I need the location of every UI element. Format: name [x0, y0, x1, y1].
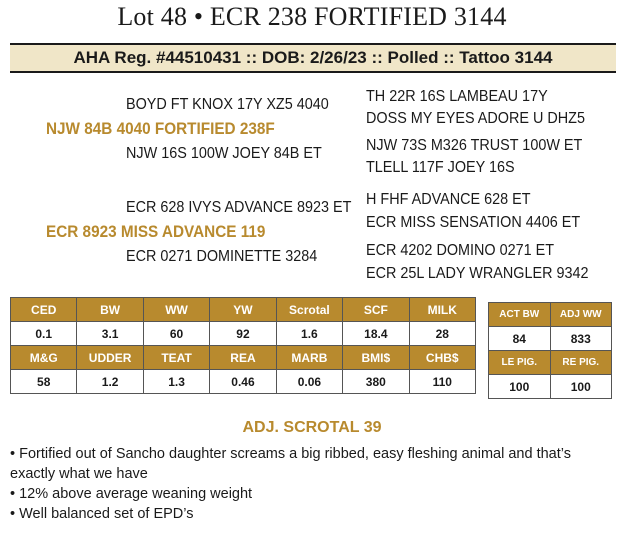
pedigree-sire: NJW 84B 4040 FORTIFIED 238F [46, 119, 275, 138]
description-bullet: • Fortified out of Sancho daughter screams a big ribbed, easy fleshing animal and that’s exactly what we have [10, 446, 571, 482]
epd-value: 0.46 [210, 370, 276, 394]
registration-bar: AHA Reg. #44510431 :: DOB: 2/26/23 :: Polled :: Tattoo 3144 [10, 43, 616, 73]
lot-title: Lot 48 • ECR 238 FORTIFIED 3144 [117, 2, 507, 31]
actuals-header: RE PIG. [550, 351, 612, 375]
epd-header: Scrotal [276, 298, 342, 322]
pedigree-dss: H FHF ADVANCE 628 ET [366, 191, 531, 208]
epd-header-row-2 [11, 346, 476, 370]
pedigree-dam-sire: ECR 628 IVYS ADVANCE 8923 ET [126, 199, 352, 216]
pedigree-sds: NJW 73S M326 TRUST 100W ET [366, 137, 583, 154]
actuals-value: 833 [550, 327, 612, 351]
epd-value: 3.1 [77, 322, 143, 346]
epd-header: CHB$ [409, 346, 475, 370]
epd-header: REA [210, 346, 276, 370]
actuals-header: ACT BW [489, 303, 551, 327]
epd-header: BW [77, 298, 143, 322]
actuals-table [488, 302, 612, 399]
epd-header: TEAT [143, 346, 209, 370]
description-list [10, 444, 610, 524]
pedigree-dds: ECR 4202 DOMINO 0271 ET [366, 242, 555, 259]
epd-value: 380 [343, 370, 409, 394]
actuals-header-row-1 [489, 303, 612, 327]
epd-header: MILK [409, 298, 475, 322]
actuals-value: 100 [550, 375, 612, 399]
actuals-value-row-2 [489, 375, 612, 399]
description-bullet: • Well balanced set of EPD’s [10, 506, 194, 522]
epd-header: MARB [276, 346, 342, 370]
actuals-header-row-2 [489, 351, 612, 375]
actuals-header: ADJ WW [550, 303, 612, 327]
adj-scrotal: ADJ. SCROTAL 39 [242, 419, 382, 436]
pedigree-sire-sire: BOYD FT KNOX 17Y XZ5 4040 [126, 96, 329, 113]
actuals-value: 84 [489, 327, 551, 351]
epd-header-row-1 [11, 298, 476, 322]
pedigree-dsd: ECR MISS SENSATION 4406 ET [366, 214, 581, 231]
epd-value: 1.6 [276, 322, 342, 346]
actuals-value-row-1 [489, 327, 612, 351]
epd-value-row-1 [11, 322, 476, 346]
epd-value-row-2 [11, 370, 476, 394]
epd-header: SCF [343, 298, 409, 322]
epd-value: 60 [143, 322, 209, 346]
epd-header: BMI$ [343, 346, 409, 370]
pedigree-ddd: ECR 25L LADY WRANGLER 9342 [366, 265, 589, 282]
epd-value: 58 [11, 370, 77, 394]
pedigree-sdd: TLELL 117F JOEY 16S [366, 159, 515, 176]
epd-value: 18.4 [343, 322, 409, 346]
epd-table [10, 297, 476, 394]
epd-header: WW [143, 298, 209, 322]
epd-value: 110 [409, 370, 475, 394]
pedigree-dam-dam: ECR 0271 DOMINETTE 3284 [126, 248, 318, 265]
epd-value: 28 [409, 322, 475, 346]
epd-header: M&G [11, 346, 77, 370]
pedigree-ssd: DOSS MY EYES ADORE U DHZ5 [366, 110, 585, 127]
actuals-value: 100 [489, 375, 551, 399]
epd-value: 92 [210, 322, 276, 346]
epd-value: 0.1 [11, 322, 77, 346]
epd-value: 1.2 [77, 370, 143, 394]
epd-value: 1.3 [143, 370, 209, 394]
actuals-header: LE PIG. [489, 351, 551, 375]
epd-header: CED [11, 298, 77, 322]
description-bullet: • 12% above average weaning weight [10, 486, 253, 502]
pedigree-dam: ECR 8923 MISS ADVANCE 119 [46, 222, 266, 241]
epd-header: UDDER [77, 346, 143, 370]
pedigree-sire-dam: NJW 16S 100W JOEY 84B ET [126, 145, 322, 162]
epd-value: 0.06 [276, 370, 342, 394]
epd-header: YW [210, 298, 276, 322]
pedigree-sss: TH 22R 16S LAMBEAU 17Y [366, 88, 548, 105]
